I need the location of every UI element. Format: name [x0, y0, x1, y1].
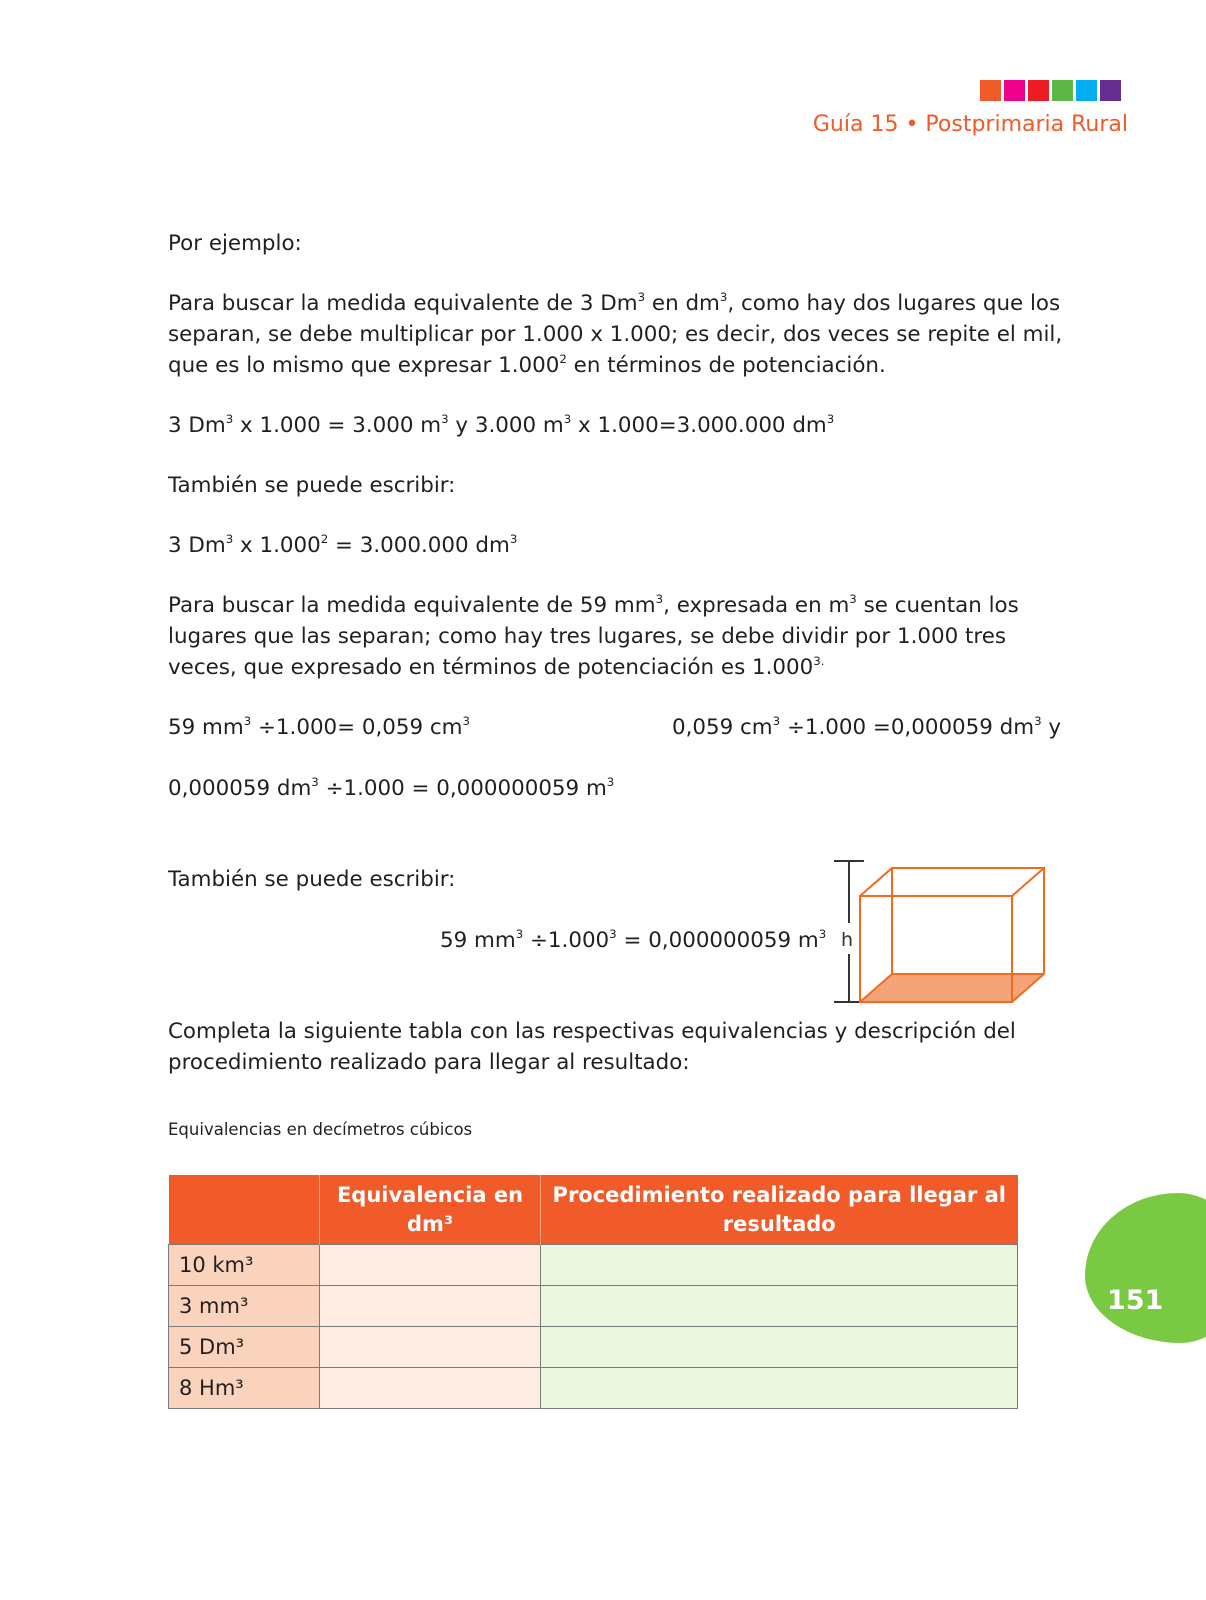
- also-write-text-2: También se puede escribir:: [168, 867, 456, 892]
- header-equivalence: Equivalencia en dm³: [320, 1175, 541, 1245]
- procedure-cell[interactable]: [541, 1368, 1018, 1409]
- paragraph-dm-conversion: Para buscar la medida equivalente de 3 Dm$^3$ en $dm^3$, como hay dos lugares que los separan, se debe multiplicar por 1.000 x 1.000; es decir, dos veces se repite el mil, que es lo mismo que expresar 1.000$^2$ en términos de potenciación.: [168, 290, 1063, 378]
- table-row: [169, 1327, 1018, 1368]
- equation-power: 3 Dm$^3$ x $1.000^2 = 3.000.000$ $dm^3$: [168, 532, 518, 558]
- color-square-magenta: [1004, 80, 1025, 101]
- intro-text: Por ejemplo:: [168, 231, 302, 256]
- equation-multiplication: 3 Dm$^3$ x 1.000 = 3.000 $m^3$ y 3.000 $m^3$ x 1.000=3.000.000 $dm^3$: [168, 412, 835, 438]
- color-square-red: [1028, 80, 1049, 101]
- table-row: [169, 1245, 1018, 1286]
- page-number-badge: [1085, 1193, 1206, 1343]
- header-procedure: Procedimiento realizado para llegar al resultado: [541, 1175, 1018, 1245]
- table-caption: Equivalencias en decímetros cúbicos: [168, 1120, 473, 1139]
- color-square-purple: [1100, 80, 1121, 101]
- equivalence-cell[interactable]: [320, 1245, 541, 1286]
- row-label: 5 Dm³: [169, 1327, 320, 1368]
- equation-power-division: 59 $mm^3 \div 1.000^3 = 0,000000059$ $m^3$: [440, 927, 827, 953]
- procedure-cell[interactable]: [541, 1327, 1018, 1368]
- equivalence-cell[interactable]: [320, 1327, 541, 1368]
- procedure-cell[interactable]: [541, 1245, 1018, 1286]
- equation-dm-to-m: 0,000059 $dm^3 \div 1.000 = 0,000000059$ $m^3$: [168, 775, 615, 801]
- text-body: [168, 228, 1078, 683]
- also-write-text: También se puede escribir:: [168, 473, 456, 498]
- row-label: 8 Hm³: [169, 1368, 320, 1409]
- color-square-orange: [980, 80, 1001, 101]
- table-header-row: [169, 1175, 1018, 1245]
- equivalence-cell[interactable]: [320, 1286, 541, 1327]
- guide-title: Guía 15 • Postprimaria Rural: [812, 112, 1128, 137]
- height-label: h: [841, 929, 854, 951]
- equation-mm-to-cm: 59 $mm^3 \div 1.000= 0,059$ $cm^3$: [168, 714, 471, 740]
- paragraph-mm-conversion: Para buscar la medida equivalente de 59 $mm^3$, expresada en $m^3$ se cuentan los lugares que las separan; como hay tres lugares, se debe dividir por 1.000 tres veces, que expresado en términos de potenciación es $1.000^{3.}$: [168, 592, 1019, 680]
- procedure-cell[interactable]: [541, 1286, 1018, 1327]
- table-row: [169, 1368, 1018, 1409]
- equation-cm-to-dm: 0,059 $cm^3 \div 1.000 =0,000059$ $dm^3$ y: [672, 714, 1062, 740]
- equivalence-table: [168, 1175, 1018, 1409]
- row-label: 10 km³: [169, 1245, 320, 1286]
- instruction-text: Completa la siguiente tabla con las respectivas equivalencias y descripción del procedimiento realizado para llegar al resultado:: [168, 1019, 1016, 1075]
- page-number: 151: [1107, 1285, 1164, 1316]
- equivalence-cell[interactable]: [320, 1368, 541, 1409]
- color-square-green: [1052, 80, 1073, 101]
- header-blank: [169, 1175, 320, 1245]
- rectangular-prism-figure: [832, 858, 1072, 1010]
- table-row: [169, 1286, 1018, 1327]
- row-label: 3 mm³: [169, 1286, 320, 1327]
- color-square-cyan: [1076, 80, 1097, 101]
- header-color-bar: [980, 80, 1121, 101]
